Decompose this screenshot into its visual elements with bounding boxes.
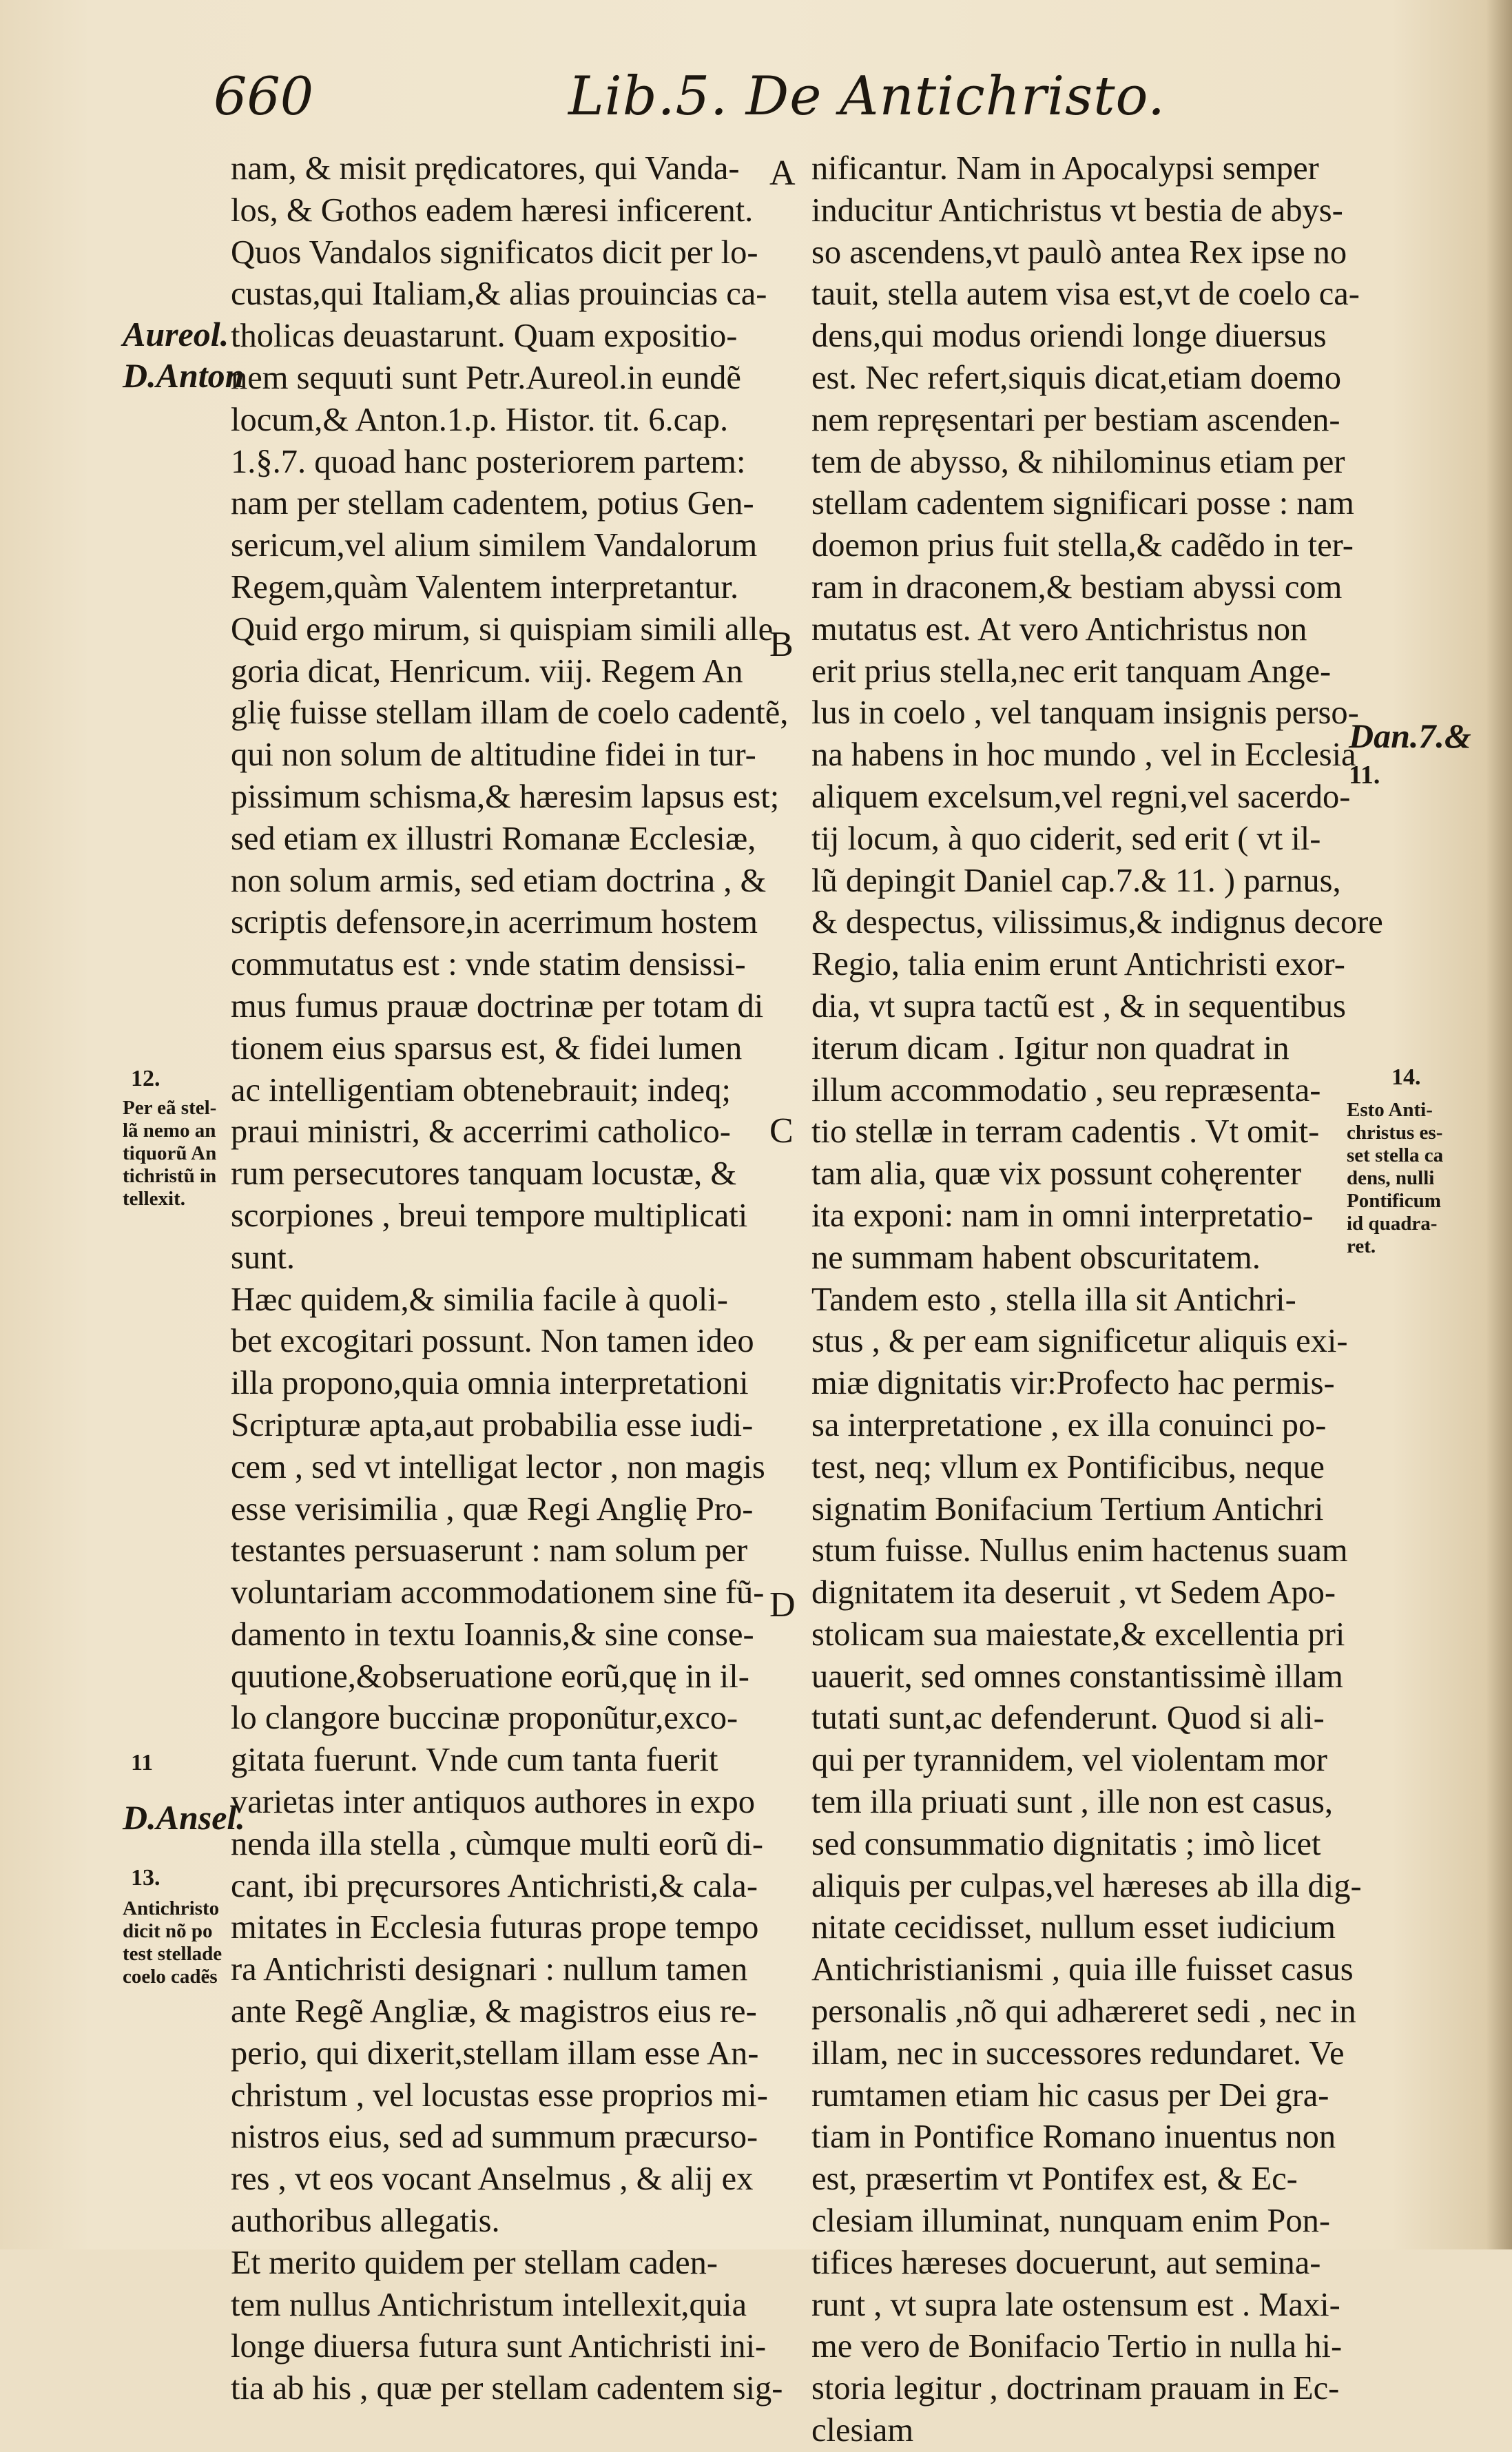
text-line: Quid ergo mirum, si quispiam simili alle xyxy=(231,610,774,648)
margin-note-ansel: D.Ansel. xyxy=(123,1798,245,1837)
margin-line: Antichristo xyxy=(123,1897,220,1919)
text-line: dia, vt supra tactũ est , & in sequentibus xyxy=(811,987,1346,1024)
text-line: & despectus, vilissimus,& indignus decore xyxy=(811,904,1383,941)
margin-line: Esto Anti- xyxy=(1347,1099,1433,1121)
text-line: res , vt eos vocant Anselmus , & alij ex xyxy=(231,2161,754,2198)
text-line: nistros eius, sed ad summum præcurso- xyxy=(231,2119,758,2156)
margin-line: lã nemo an xyxy=(123,1120,216,1142)
text-line: qui per tyrannidem, vel violentam mor xyxy=(811,1742,1327,1779)
text-line: Hæc quidem,& similia facile à quoli- xyxy=(231,1281,728,1318)
running-title: Lib.5. De Antichristo. xyxy=(568,65,1166,127)
text-line: praui ministri, & accerrimi catholico- xyxy=(231,1113,731,1151)
margin-note-13-number: 13. xyxy=(131,1865,160,1890)
text-line: custas,qui Italiam,& alias prouincias ca- xyxy=(231,276,767,313)
text-line: gitata fuerunt. Vnde cum tanta fuerit xyxy=(231,1742,718,1779)
text-line: Antichristianismi , quia ille fuisset casus xyxy=(811,1951,1354,1988)
text-line: tam alia, quæ vix possunt cohęrenter xyxy=(811,1155,1302,1193)
text-line: ita exponi: nam in omni interpretatio- xyxy=(811,1197,1314,1234)
margin-line: set stella ca xyxy=(1347,1144,1444,1166)
text-line: stolicam sua maiestate,& excellentia pri xyxy=(811,1616,1345,1653)
margin-line: dicit nõ po xyxy=(123,1920,213,1942)
text-line: aliquis per culpas,vel hæreses ab illa dig- xyxy=(811,1867,1362,1904)
text-line: ram in draconem,& bestiam abyssi com xyxy=(811,568,1343,606)
text-line: tia ab his , quæ per stellam cadentem sig- xyxy=(231,2370,783,2407)
text-line: nam per stellam cadentem, potius Gen- xyxy=(231,485,754,522)
page-number: 660 xyxy=(214,65,314,127)
margin-line: test stellade xyxy=(123,1943,222,1965)
text-line: doemon prius fuit stella,& cadẽdo in ter- xyxy=(811,527,1354,564)
text-line: est, præsertim vt Pontifex est, & Ec- xyxy=(811,2161,1298,2198)
text-line: nam, & misit prędicatores, qui Vanda- xyxy=(231,150,740,187)
text-line: inducitur Antichristus vt bestia de abys- xyxy=(811,192,1343,229)
text-line: pissimum schisma,& hæresim lapsus est; xyxy=(231,778,780,815)
text-line: rum persecutores tanquam locustæ, & xyxy=(231,1155,737,1193)
text-line: Scripturæ apta,aut probabilia esse iudi- xyxy=(231,1406,754,1443)
margin-note-12-number: 12. xyxy=(131,1066,160,1091)
text-line: illa propono,quia omnia interpretationi xyxy=(231,1365,749,1402)
text-line: sed consummatio dignitatis ; imò licet xyxy=(811,1825,1321,1862)
text-line: nem sequuti sunt Petr.Aureol.in eundẽ xyxy=(231,359,741,396)
text-line: miæ dignitatis vir:Profecto hac permis- xyxy=(811,1365,1335,1402)
text-line: voluntariam accommodationem sine fũ- xyxy=(231,1574,765,1611)
text-line: tem nullus Antichristum intellexit,quia xyxy=(231,2286,747,2323)
text-line: varietas inter antiquos authores in expo xyxy=(231,1784,755,1821)
text-line: tifices hæreses docuerunt, aut semina- xyxy=(811,2244,1321,2281)
text-line: signatim Bonifacium Tertium Antichri xyxy=(811,1490,1324,1527)
text-line: na habens in hoc mundo , vel in Ecclesia xyxy=(811,736,1356,774)
text-line: tij locum, à quo ciderit, sed erit ( vt il- xyxy=(811,820,1321,857)
text-line: scriptis defensore,in acerrimum hostem xyxy=(231,904,758,941)
section-letter-d: D xyxy=(769,1585,796,1625)
text-line: Et merito quidem per stellam caden- xyxy=(231,2244,718,2281)
text-line: testantes persuaserunt : nam solum per xyxy=(231,1532,748,1569)
margin-note-12-text xyxy=(123,1097,226,1210)
text-line: commutatus est : vnde statim densissi- xyxy=(231,946,746,983)
margin-line: coelo cadẽs xyxy=(123,1966,218,1988)
margin-note-anton: D.Anton xyxy=(123,356,245,395)
margin-note-13-text xyxy=(123,1897,226,1988)
text-line: 1.§.7. quoad hanc posteriorem partem: xyxy=(231,443,746,480)
margin-note-14-text xyxy=(1347,1099,1457,1258)
text-line: runt , vt supra late ostensum est . Maxi- xyxy=(811,2286,1340,2323)
text-line: Regem,quàm Valentem interpretantur. xyxy=(231,568,739,606)
margin-note-aureol: Aureol. xyxy=(123,315,229,353)
text-line: longe diuersa futura sunt Antichristi ini- xyxy=(231,2328,767,2365)
text-line: est. Nec refert,siquis dicat,etiam doemo xyxy=(811,359,1341,396)
section-letter-b: B xyxy=(769,625,794,664)
text-line: nitate cecidisset, nullum esset iudicium xyxy=(811,1909,1336,1946)
text-line: mitates in Ecclesia futuras prope tempo xyxy=(231,1909,759,1946)
text-line: mus fumus prauæ doctrinæ per totam di xyxy=(231,987,764,1024)
text-line: aliquem excelsum,vel regni,vel sacerdo- xyxy=(811,778,1351,815)
text-line: perio, qui dixerit,stellam illam esse An- xyxy=(231,2034,759,2072)
text-line: sa interpretatione , ex illa conuinci po- xyxy=(811,1406,1327,1443)
text-line: sunt. xyxy=(231,1239,295,1276)
text-line: stum fuisse. Nullus enim hactenus suam xyxy=(811,1532,1348,1569)
text-line: scorpiones , breui tempore multiplicati xyxy=(231,1197,748,1234)
text-line: Regio, talia enim erunt Antichristi exor- xyxy=(811,946,1345,983)
margin-line: tiquorũ An xyxy=(123,1142,217,1164)
text-line: rumtamen etiam hic casus per Dei gra- xyxy=(811,2077,1329,2114)
text-line: cant, ibi pręcursores Antichristi,& cala- xyxy=(231,1867,758,1904)
section-letter-c: C xyxy=(769,1111,794,1151)
text-line: lus in coelo , vel tanquam insignis perso- xyxy=(811,694,1359,732)
text-line: ante Regẽ Angliæ, & magistros eius re- xyxy=(231,1993,757,2030)
margin-line: Per eã stel- xyxy=(123,1097,217,1119)
margin-line: ret. xyxy=(1347,1235,1376,1257)
page-header xyxy=(214,65,1166,127)
margin-note-14-number: 14. xyxy=(1391,1064,1421,1090)
text-line: tauit, stella autem visa est,vt de coelo ca- xyxy=(811,276,1360,313)
text-line: qui non solum de altitudine fidei in tur- xyxy=(231,736,756,774)
text-line: me vero de Bonifacio Tertio in nulla hi- xyxy=(811,2328,1343,2365)
text-line: tem de abysso, & nihilominus etiam per xyxy=(811,443,1345,480)
text-line: nificantur. Nam in Apocalypsi semper xyxy=(811,150,1319,187)
text-line: nem repręsentari per bestiam ascenden- xyxy=(811,401,1340,438)
section-letter-a: A xyxy=(769,154,796,193)
text-line: los, & Gothos eadem hæresi inficerent. xyxy=(231,192,754,229)
text-line: tutati sunt,ac defenderunt. Quod si ali- xyxy=(811,1700,1325,1737)
text-line: esse verisimilia , quæ Regi Anglię Pro- xyxy=(231,1490,754,1527)
text-line: stus , & per eam significetur aliquis exi- xyxy=(811,1323,1348,1360)
text-line: test, neq; vllum ex Pontificibus, neque xyxy=(811,1448,1325,1485)
text-line: illum accommodatio , seu repræsenta- xyxy=(811,1071,1321,1109)
text-line: goria dicat, Henricum. viij. Regem An xyxy=(231,652,743,690)
text-line: authoribus allegatis. xyxy=(231,2203,500,2240)
text-line: Tandem esto , stella illa sit Antichri- xyxy=(811,1281,1296,1318)
margin-line: id quadra- xyxy=(1347,1213,1438,1235)
text-line: sed etiam ex illustri Romanæ Ecclesiæ, xyxy=(231,820,756,857)
text-line: tiam in Pontifice Romano inuentus non xyxy=(811,2119,1336,2156)
text-line: uauerit, sed omnes constantissimè illam xyxy=(811,1658,1343,1695)
text-line: iterum dicam . Igitur non quadrat in xyxy=(811,1029,1290,1067)
margin-note-dan-11: 11. xyxy=(1349,761,1380,790)
text-line: damento in textu Ioannis,& sine conse- xyxy=(231,1616,754,1653)
text-line: dens,qui modus oriendi longe diuersus xyxy=(811,318,1327,355)
text-line: ne summam habent obscuritatem. xyxy=(811,1239,1261,1276)
text-line: stellam cadentem significari posse : nam xyxy=(811,485,1354,522)
text-line: bet excogitari possunt. Non tamen ideo xyxy=(231,1323,754,1360)
text-line: clesiam xyxy=(811,2412,914,2449)
text-line: tio stellæ in terram cadentis . Vt omit- xyxy=(811,1113,1320,1151)
text-line: tem illa priuati sunt , ille non est casus, xyxy=(811,1784,1334,1821)
margin-note-dan: Dan.7.& xyxy=(1349,717,1471,755)
margin-line: dens, nulli xyxy=(1347,1167,1435,1189)
margin-line: tichristũ in xyxy=(123,1165,217,1187)
text-line: storia legitur , doctrinam prauam in Ec- xyxy=(811,2370,1340,2407)
text-line: tionem eius sparsus est, & fidei lumen xyxy=(231,1029,743,1067)
left-text-column xyxy=(231,148,789,2410)
text-line: glię fuisse stellam illam de coelo cadentẽ, xyxy=(231,694,789,732)
text-line: cem , sed vt intelligat lector , non magis xyxy=(231,1448,765,1485)
text-line: personalis ,nõ qui adhæreret sedi , nec in xyxy=(811,1993,1356,2030)
text-line: non solum armis, sed etiam doctrina , & xyxy=(231,862,767,899)
text-line: christum , vel locustas esse proprios mi- xyxy=(231,2077,768,2114)
text-line: so ascendens,vt paulò antea Rex ipse no xyxy=(811,234,1347,271)
text-line: Quos Vandalos significatos dicit per lo- xyxy=(231,234,758,271)
text-line: illam, nec in successores redundaret. Ve xyxy=(811,2034,1345,2072)
text-line: nenda illa stella , cùmque multi eorũ di- xyxy=(231,1825,764,1862)
text-line: dignitatem ita deseruit , vt Sedem Apo- xyxy=(811,1574,1336,1611)
text-line: clesiam illuminat, nunquam enim Pon- xyxy=(811,2203,1330,2240)
text-line: sericum,vel alium similem Vandalorum xyxy=(231,527,758,564)
text-line: ra Antichristi designari : nullum tamen xyxy=(231,1951,748,1988)
right-text-column xyxy=(811,148,1383,2452)
margin-line: christus es- xyxy=(1347,1122,1443,1144)
text-line: tholicas deuastarunt. Quam expositio- xyxy=(231,318,738,355)
text-line: mutatus est. At vero Antichristus non xyxy=(811,610,1307,648)
text-line: ac intelligentiam obtenebrauit; indeq; xyxy=(231,1071,731,1109)
margin-line: Pontificum xyxy=(1347,1190,1441,1212)
margin-line: tellexit. xyxy=(123,1188,185,1210)
text-line: locum,& Anton.1.p. Histor. tit. 6.cap. xyxy=(231,401,729,438)
text-line: quutione,&obseruatione eorũ,quę in il- xyxy=(231,1658,749,1695)
page-edge-shadow xyxy=(1486,0,1512,2249)
margin-note-11: 11 xyxy=(131,1750,154,1775)
text-line: lũ depingit Daniel cap.7.& 11. ) parnus, xyxy=(811,862,1341,899)
text-line: lo clangore buccinæ proponũtur,exco- xyxy=(231,1700,738,1737)
text-line: erit prius stella,nec erit tanquam Ange- xyxy=(811,652,1332,690)
